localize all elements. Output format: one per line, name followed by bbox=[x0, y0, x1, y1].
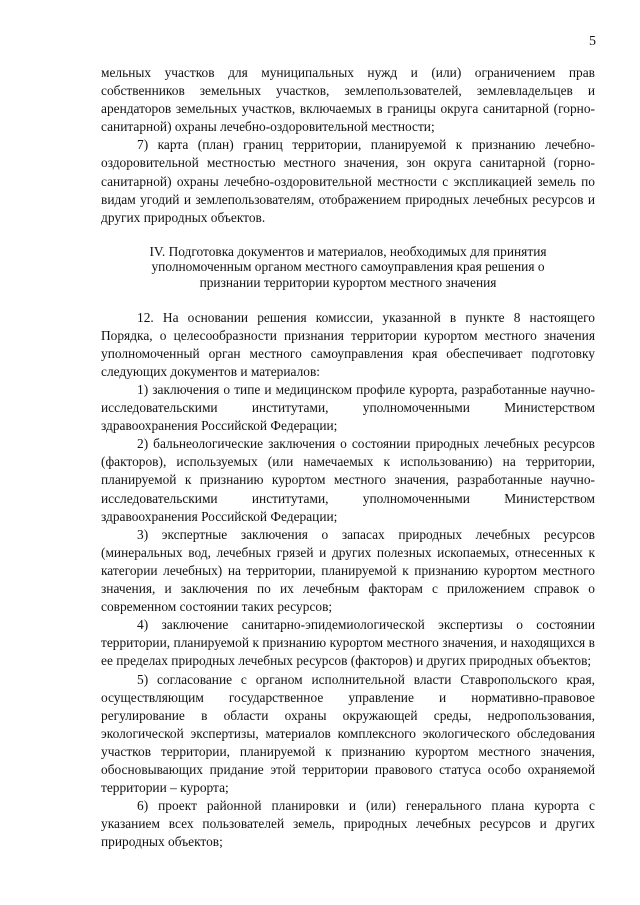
paragraph-item-7: 7) карта (план) границ территории, планируемой к признанию лечебно-оздоровительной местностью местного значения, зон округа санитарной (горно-санитарной) охраны лечебно-оздоровительной местности с экспликацией земель по видам угодий и землепользователям, отображением природных лечебных ресурсов и других природных объектов. bbox=[101, 137, 595, 225]
paragraph-clause-12: 12. На основании решения комиссии, указанной в пункте 8 настоящего Порядка, о целесообразности признания территории курортом местного значения уполномоченный орган местного самоуправления края обеспечивает подготовку следующих документов и материалов: bbox=[101, 309, 595, 379]
section-heading-line: IV. Подготовка документов и материалов, необходимых для принятия bbox=[149, 243, 547, 259]
paragraph-item-1: 1) заключения о типе и медицинском профиле курорта, разработанные научно-исследовательскими институтами, уполномоченными Министерством здравоохранения Российской Федерации; bbox=[101, 382, 595, 434]
section-heading-line: уполномоченным органом местного самоуправления края решения о bbox=[151, 259, 545, 275]
section-heading-iv bbox=[101, 244, 595, 291]
paragraph-item-2: 2) бальнеологические заключения о состоянии природных лечебных ресурсов (факторов), используемых (или намечаемых к использованию) на территории, планируемой к признанию курортом местного значения, разработанные научно-исследовательскими институтами, уполномоченными Министерством здравоохранения Российской Федерации; bbox=[101, 436, 595, 524]
section-heading-line: признании территории курортом местного значения bbox=[199, 275, 497, 291]
document-body bbox=[101, 64, 595, 851]
paragraph-item-5: 5) согласование с органом исполнительной власти Ставропольского края, осуществляющим государственное управление и нормативно-правовое регулирование в области охраны окружающей среды, недропользования, экологической экспертизы, материалов комплексного экологического обследования участков территории, планируемой к признанию курортом местного значения, обосновывающих придание этой территории правового статуса особо охраняемой территории – курорта; bbox=[101, 671, 595, 796]
paragraph-item-4: 4) заключение санитарно-эпидемиологической экспертизы о состоянии территории, планируемой к признанию курортом местного значения, и находящихся в ее пределах природных лечебных ресурсов (факторов) и других природных объектов; bbox=[101, 617, 595, 669]
page-number: 5 bbox=[589, 34, 596, 49]
paragraph-item-6: 6) проект районной планировки и (или) генерального плана курорта с указанием всех пользователей земель, природных лечебных ресурсов и других природных объектов; bbox=[101, 798, 595, 850]
paragraph-item-3: 3) экспертные заключения о запасах природных лечебных ресурсов (минеральных вод, лечебных грязей и других полезных ископаемых, отнесенных к категории лечебных) на территории, планируемой к признанию курортом местного значения, и заключения по их лечебным факторам с приложением справок о современном состоянии таких ресурсов; bbox=[101, 526, 595, 615]
paragraph-continuation: мельных участков для муниципальных нужд и (или) ограничением прав собственников земельных участков, землепользователей, землевладельцев и арендаторов земельных участков, включаемых в границы округа санитарной (горно-санитарной) охраны лечебно-оздоровительной местности; bbox=[101, 65, 595, 135]
